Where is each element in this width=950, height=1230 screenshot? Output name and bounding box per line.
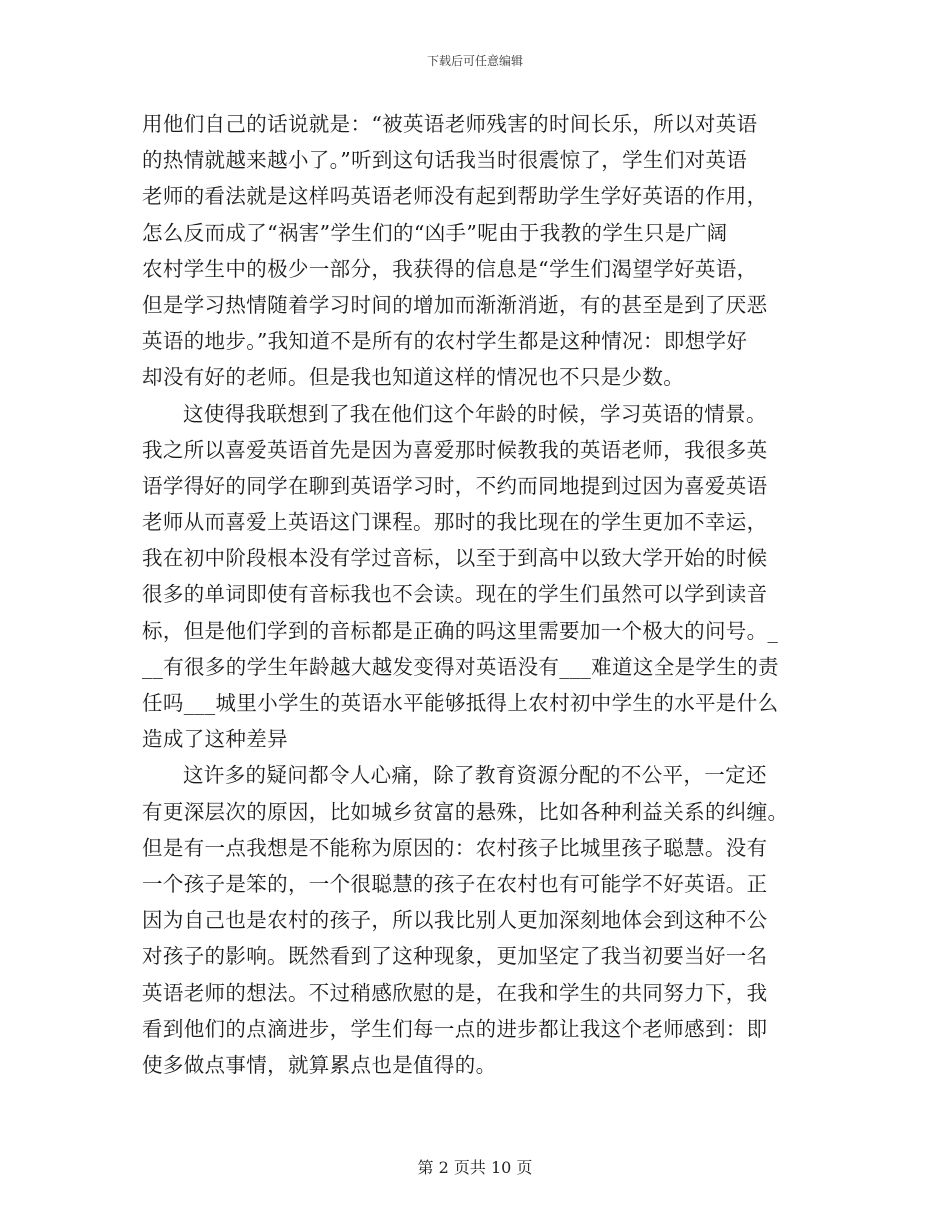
page-footer: 第 2 页共 10 页	[417, 1158, 533, 1177]
text-line: 这许多的疑问都令人心痛，除了教育资源分配的不公平，一定还	[183, 763, 767, 788]
text-line: 但是有一点我想是不能称为原因的：农村孩子比城里孩子聪慧。没有	[142, 835, 768, 860]
text-line: 我之所以喜爱英语首先是因为喜爱那时候教我的英语老师，我很多英	[142, 437, 768, 462]
text-line: 英语的地步。”我知道不是所有的农村学生都是这种情况：即想学好	[142, 329, 748, 354]
page-header: 下载后可任意编辑	[426, 54, 523, 68]
text-line: 对孩子的影响。既然看到了这种现象，更加坚定了我当初要当好一名	[142, 944, 768, 969]
text-line: 语学得好的同学在聊到英语学习时，不约而同地提到过因为喜爱英语	[142, 473, 768, 498]
paragraph-1	[142, 106, 808, 396]
text-line: 这使得我联想到了我在他们这个年龄的时候，学习英语的情景。	[183, 401, 767, 426]
text-line: 标，但是他们学到的音标都是正确的吗这里需要加一个极大的问号。_	[142, 618, 779, 643]
text-line: 老师的看法就是这样吗英语老师没有起到帮助学生学好英语的作用，	[142, 184, 768, 209]
text-line: 使多做点事情，就算累点也是值得的。	[142, 1052, 497, 1077]
text-line: 造成了这种差异	[142, 727, 288, 752]
paragraph-2	[142, 396, 808, 758]
text-line: 的热情就越来越小了。”听到这句话我当时很震惊了，学生们对英语	[142, 148, 748, 173]
text-line: 但是学习热情随着学习时间的增加而渐渐消逝，有的甚至是到了厌恶	[142, 292, 768, 317]
text-line: 用他们自己的话说就是：“被英语老师残害的时间长乐，所以对英语	[142, 112, 758, 136]
text-line: 很多的单词即使有音标我也不会读。现在的学生们虽然可以学到读音	[142, 582, 768, 607]
document-body	[142, 106, 808, 1083]
text-line: 英语老师的想法。不过稍感欣慰的是，在我和学生的共同努力下，我	[142, 980, 768, 1005]
text-line: 农村学生中的极少一部分，我获得的信息是“学生们渴望学好英语，	[142, 256, 758, 281]
paragraph-3	[142, 757, 808, 1083]
text-line: 看到他们的点滴进步，学生们每一点的进步都让我这个老师感到：即	[142, 1016, 768, 1041]
text-line: 因为自己也是农村的孩子，所以我比别人更加深刻地体会到这种不公	[142, 908, 768, 933]
text-line: 任吗___城里小学生的英语水平能够抵得上农村初中学生的水平是什么	[142, 691, 779, 715]
text-line: 有更深层次的原因，比如城乡贫富的悬殊，比如各种利益关系的纠缠。	[142, 799, 789, 824]
text-line: 老师从而喜爱上英语这门课程。那时的我比现在的学生更加不幸运，	[142, 510, 768, 535]
text-line: __有很多的学生年龄越大越发变得对英语没有___难道这全是学生的责	[142, 654, 779, 679]
text-line: 怎么反而成了“祸害”学生们的“凶手”呢由于我教的学生只是广阔	[142, 220, 728, 245]
text-line: 却没有好的老师。但是我也知道这样的情况也不只是少数。	[142, 365, 685, 390]
text-line: 我在初中阶段根本没有学过音标，以至于到高中以致大学开始的时候	[142, 546, 768, 571]
text-line: 一个孩子是笨的，一个很聪慧的孩子在农村也有可能学不好英语。正	[142, 871, 768, 896]
